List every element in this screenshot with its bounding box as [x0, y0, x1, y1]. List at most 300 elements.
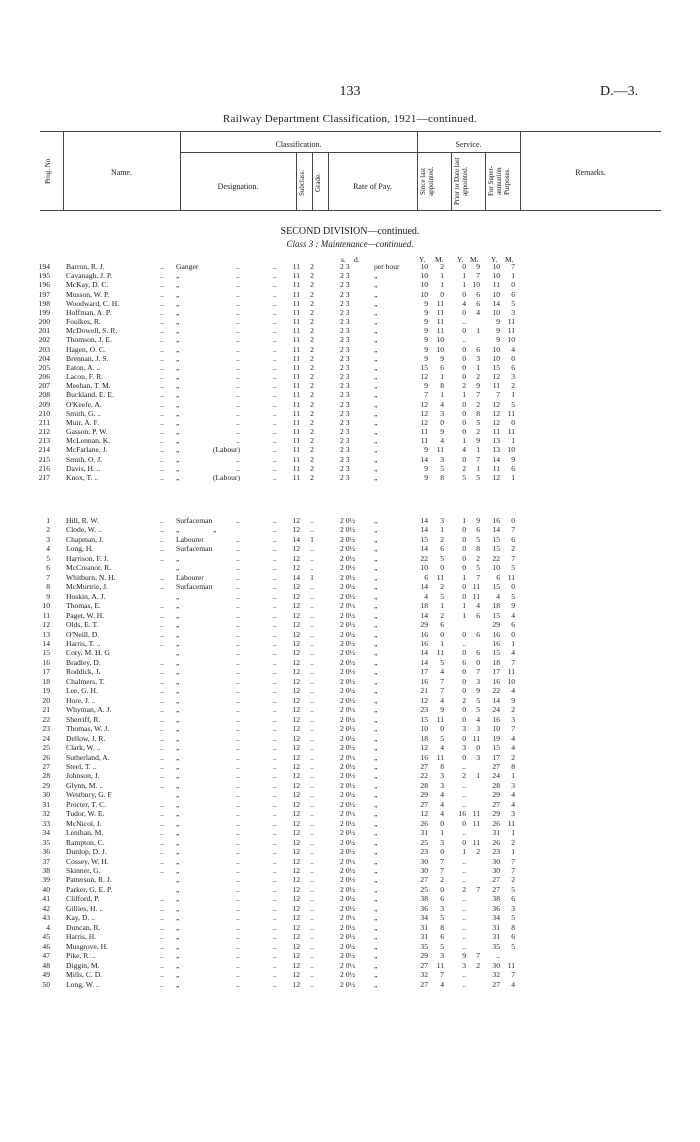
- leader-dots: ..: [236, 960, 240, 970]
- rate-unit: „: [374, 553, 378, 563]
- table-row: [0, 771, 700, 780]
- super-years: 12: [492, 408, 500, 418]
- prior-years: 5: [462, 472, 466, 482]
- super-years: ..: [496, 951, 500, 961]
- rate-unit: „: [374, 298, 378, 308]
- prior-months: 2: [476, 847, 480, 857]
- since-years: 14: [420, 657, 428, 667]
- designation: „: [176, 648, 180, 658]
- prior-years: 0: [462, 326, 466, 336]
- super-months: 1: [511, 436, 515, 446]
- leader-dots: ..: [236, 809, 240, 819]
- rate-unit: „: [374, 866, 378, 876]
- designation: „: [176, 472, 180, 482]
- header-bottom-rule: [40, 210, 661, 211]
- rate-unit: „: [374, 856, 378, 866]
- table-row: [0, 658, 700, 667]
- leader-dots: ..: [236, 941, 240, 951]
- leader-dots: ..: [236, 903, 240, 913]
- super-months: 1: [511, 472, 515, 482]
- super-years: 15: [492, 582, 500, 592]
- leader-dots: ..: [273, 362, 277, 372]
- divider-grade: [328, 152, 329, 210]
- prior-years: 16: [458, 809, 466, 819]
- designation: Ganger: [176, 262, 199, 271]
- employee-name: McKay, D. C.: [66, 280, 109, 290]
- table-row: [0, 885, 700, 894]
- prog-number: 209: [38, 399, 50, 409]
- since-years: 25: [420, 837, 428, 847]
- rate-unit: „: [374, 724, 378, 734]
- since-months: 5: [440, 463, 444, 473]
- employee-name: Smith, G. ..: [66, 408, 102, 418]
- leader-dots: ..: [273, 894, 277, 904]
- table-row: [0, 970, 700, 979]
- super-months: 2: [511, 752, 515, 762]
- super-years: 22: [492, 686, 500, 696]
- rate-unit: „: [374, 970, 378, 980]
- rate-of-pay: 2 0½: [340, 970, 356, 980]
- prog-number: 213: [38, 436, 50, 446]
- rate-of-pay: 2 0½: [340, 761, 356, 771]
- designation: „: [176, 856, 180, 866]
- leader-dots: ..: [236, 390, 240, 400]
- super-months: 3: [511, 809, 515, 819]
- leader-dots: ..: [273, 922, 277, 932]
- designation: „: [176, 922, 180, 932]
- designation: „: [176, 553, 180, 563]
- subclass: 12: [292, 553, 300, 563]
- super-months: 11: [507, 572, 515, 582]
- grade: ..: [310, 686, 314, 696]
- super-months: 4: [511, 790, 515, 800]
- since-years: 9: [424, 317, 428, 327]
- prog-number: 22: [42, 714, 50, 724]
- table-row: [0, 753, 700, 762]
- super-months: 8: [511, 761, 515, 771]
- leader-dots: ..: [273, 648, 277, 658]
- super-months: 1: [511, 390, 515, 400]
- since-years: 12: [420, 372, 428, 382]
- rate-of-pay: 2 3: [340, 399, 350, 409]
- prog-number: 34: [42, 828, 50, 838]
- rate-unit: „: [374, 362, 378, 372]
- table-row: [0, 582, 700, 591]
- prog-number: 47: [42, 951, 50, 961]
- leader-dots: ..: [273, 667, 277, 677]
- prog-number: 35: [42, 837, 50, 847]
- leader-dots: ..: [273, 686, 277, 696]
- super-months: 11: [507, 818, 515, 828]
- super-months: 5: [511, 913, 515, 923]
- prior-months: 2: [476, 960, 480, 970]
- prior-years: 2: [462, 381, 466, 391]
- rate-unit: „: [374, 427, 378, 437]
- grade: ..: [310, 733, 314, 743]
- leader-dots: ..: [273, 454, 277, 464]
- leader-dots: ..: [160, 280, 164, 290]
- header-rate-of-pay: Rate of Pay.: [353, 182, 392, 191]
- prior-years: 0: [462, 676, 466, 686]
- employee-name: Patterson, R. J.: [66, 875, 112, 885]
- header-since-last: Since last appointed.: [419, 166, 435, 196]
- since-months: 7: [440, 686, 444, 696]
- since-months: 1: [440, 390, 444, 400]
- designation: „: [176, 695, 180, 705]
- super-months: 3: [511, 903, 515, 913]
- since-years: 27: [420, 799, 428, 809]
- employee-name: Chalmers, T.: [66, 676, 105, 686]
- leader-dots: ..: [160, 922, 164, 932]
- employee-name: Hoskin, A. J.: [66, 591, 106, 601]
- rate-of-pay: 2 3: [340, 307, 350, 317]
- prior-years: 0: [462, 563, 466, 573]
- designation: „: [176, 970, 180, 980]
- leader-dots: ..: [236, 657, 240, 667]
- prog-number: 15: [42, 648, 50, 658]
- leader-dots: ..: [160, 714, 164, 724]
- super-years: 6: [496, 572, 500, 582]
- designation: „: [176, 837, 180, 847]
- prior-months: 11: [472, 818, 480, 828]
- grade: 1: [310, 572, 314, 582]
- leader-dots: ..: [273, 856, 277, 866]
- designation: „: [176, 657, 180, 667]
- leader-dots: ..: [273, 610, 277, 620]
- super-months: 6: [511, 289, 515, 299]
- rate-unit: ,,: [374, 516, 378, 525]
- since-years: 11: [420, 436, 428, 446]
- grade: ..: [310, 809, 314, 819]
- rate-unit: „: [374, 780, 378, 790]
- super-years: 29: [492, 809, 500, 819]
- rate-unit: „: [374, 629, 378, 639]
- prog-number: 8: [46, 582, 50, 592]
- rate-unit: „: [374, 752, 378, 762]
- grade: 2: [310, 262, 314, 271]
- super-months: 4: [511, 686, 515, 696]
- leader-dots: ..: [160, 970, 164, 980]
- table-row: [0, 790, 700, 799]
- leader-dots: ..: [273, 799, 277, 809]
- leader-dots: ..: [236, 828, 240, 838]
- since-months: 2: [440, 875, 444, 885]
- leader-dots: ..: [160, 667, 164, 677]
- leader-dots: ..: [273, 544, 277, 554]
- rate-of-pay: 2 0½: [340, 979, 356, 989]
- super-years: 10: [492, 724, 500, 734]
- rate-of-pay: 2 0½: [340, 809, 356, 819]
- since-months: 11: [436, 714, 444, 724]
- leader-dots: ..: [236, 591, 240, 601]
- rate-unit: „: [374, 667, 378, 677]
- designation: „: [176, 941, 180, 951]
- subclass: 12: [292, 913, 300, 923]
- employee-name: Tudor, W. E.: [66, 809, 105, 819]
- rate-of-pay: 2 0½: [340, 884, 356, 894]
- since-months: 5: [440, 657, 444, 667]
- rate-unit: „: [374, 705, 378, 715]
- super-years: 27: [492, 884, 500, 894]
- leader-dots: ..: [273, 866, 277, 876]
- unit-months-super: M.: [505, 255, 514, 264]
- employee-name: Whyman, A. J.: [66, 705, 112, 715]
- rate-unit: „: [374, 563, 378, 573]
- grade: ..: [310, 629, 314, 639]
- designation: „: [176, 454, 180, 464]
- super-months: 11: [507, 667, 515, 677]
- prior-years: 0: [462, 525, 466, 535]
- divider-designation: [296, 152, 297, 210]
- super-years: 27: [492, 799, 500, 809]
- rate-unit: „: [374, 620, 378, 630]
- designation: Labourer: [176, 572, 204, 582]
- super-months: 0: [511, 516, 515, 525]
- subclass: 12: [292, 686, 300, 696]
- super-years: 30: [492, 856, 500, 866]
- table-row: [0, 409, 700, 418]
- subclass: 12: [292, 875, 300, 885]
- rate-unit: „: [374, 733, 378, 743]
- subclass: 12: [292, 516, 300, 525]
- table-row: [0, 913, 700, 922]
- rate-of-pay: 2 0½: [340, 847, 356, 857]
- super-months: 3: [511, 714, 515, 724]
- since-years: 9: [424, 463, 428, 473]
- since-years: 15: [420, 534, 428, 544]
- rate-of-pay: 2 0½: [340, 922, 356, 932]
- grade: ..: [310, 610, 314, 620]
- since-months: 5: [440, 913, 444, 923]
- leader-dots: ..: [160, 913, 164, 923]
- leader-dots: ..: [160, 472, 164, 482]
- rate-of-pay: 2 3: [340, 427, 350, 437]
- super-years: 10: [492, 262, 500, 271]
- subclass: 12: [292, 610, 300, 620]
- grade: 2: [310, 390, 314, 400]
- super-months: 2: [511, 381, 515, 391]
- employee-name: Musgrove, H.: [66, 941, 108, 951]
- employee-name: Sutherland, A.: [66, 752, 110, 762]
- table-row: [0, 620, 700, 629]
- since-months: 1: [440, 525, 444, 535]
- designation: „: [176, 362, 180, 372]
- prior-years: 0: [462, 534, 466, 544]
- leader-dots: ..: [236, 752, 240, 762]
- since-months: 11: [436, 752, 444, 762]
- rate-of-pay: 2 3: [340, 372, 350, 382]
- super-years: 36: [492, 903, 500, 913]
- prior-months: 3: [476, 353, 480, 363]
- prior-years: 0: [462, 353, 466, 363]
- prog-number: 43: [42, 913, 50, 923]
- prior-years: 0: [462, 818, 466, 828]
- table-row: [0, 516, 700, 525]
- employee-name: O'Neill, D.: [66, 629, 100, 639]
- prior-years: ..: [462, 941, 466, 951]
- subclass: 12: [292, 761, 300, 771]
- super-years: 14: [492, 298, 500, 308]
- super-years: 23: [492, 847, 500, 857]
- employee-name: McFarlane, J.: [66, 445, 108, 455]
- prog-number: 204: [38, 353, 50, 363]
- leader-dots: ..: [236, 262, 240, 271]
- subclass: 11: [292, 417, 300, 427]
- leader-dots: ..: [160, 381, 164, 391]
- prog-number: 199: [38, 307, 50, 317]
- grade: 2: [310, 280, 314, 290]
- rate-of-pay: 2 3: [340, 289, 350, 299]
- prior-years: ..: [462, 979, 466, 989]
- super-years: 24: [492, 705, 500, 715]
- grade: 2: [310, 271, 314, 281]
- prior-years: ..: [462, 335, 466, 345]
- header-prog-no: Prog. No.: [44, 156, 52, 184]
- since-months: 5: [440, 591, 444, 601]
- leader-dots: ..: [273, 809, 277, 819]
- prior-years: 0: [462, 837, 466, 847]
- since-months: 1: [440, 638, 444, 648]
- leader-dots: ..: [273, 436, 277, 446]
- leader-dots: ..: [236, 516, 240, 525]
- super-months: 6: [511, 932, 515, 942]
- super-years: 13: [492, 436, 500, 446]
- table-row: [0, 866, 700, 875]
- super-months: 7: [511, 866, 515, 876]
- since-months: 11: [436, 648, 444, 658]
- rate-of-pay: 2 0½: [340, 582, 356, 592]
- since-years: 22: [420, 553, 428, 563]
- since-months: 7: [440, 856, 444, 866]
- rate-unit: „: [374, 884, 378, 894]
- since-years: 27: [420, 960, 428, 970]
- prior-months: 0: [476, 657, 480, 667]
- prog-number: 18: [42, 676, 50, 686]
- prog-number: 2: [46, 525, 50, 535]
- super-years: 18: [492, 657, 500, 667]
- employee-name: Long, W. ..: [66, 979, 100, 989]
- since-years: 17: [420, 667, 428, 677]
- employee-name: Cory, M. H. G: [66, 648, 110, 658]
- since-months: 9: [440, 353, 444, 363]
- leader-dots: ..: [273, 837, 277, 847]
- grade: 2: [310, 408, 314, 418]
- employee-name: Lacon, F. R.: [66, 372, 104, 382]
- since-months: 6: [440, 544, 444, 554]
- rate-of-pay: 2 0½: [340, 657, 356, 667]
- prog-number: 27: [42, 761, 50, 771]
- leader-dots: ..: [273, 951, 277, 961]
- leader-dots: ..: [273, 399, 277, 409]
- super-years: 26: [492, 818, 500, 828]
- prior-months: 6: [476, 610, 480, 620]
- prior-years: 0: [462, 648, 466, 658]
- rate-unit: „: [374, 951, 378, 961]
- employee-name: Davis, H. ..: [66, 463, 101, 473]
- designation: „: [176, 752, 180, 762]
- table-row: [0, 611, 700, 620]
- leader-dots: ..: [160, 525, 164, 535]
- super-months: 2: [511, 837, 515, 847]
- subclass: 12: [292, 620, 300, 630]
- prior-years: 0: [462, 582, 466, 592]
- table-row: [0, 544, 700, 553]
- prog-number: 45: [42, 932, 50, 942]
- designation: „: [176, 436, 180, 446]
- since-years: 9: [424, 445, 428, 455]
- since-years: 9: [424, 381, 428, 391]
- rate-of-pay: 2 3: [340, 344, 350, 354]
- designation: „: [176, 463, 180, 473]
- since-months: 0: [440, 818, 444, 828]
- subclass: 12: [292, 790, 300, 800]
- super-years: 16: [492, 638, 500, 648]
- designation: „: [176, 818, 180, 828]
- rate-of-pay: 2 0½: [340, 790, 356, 800]
- grade: ..: [310, 705, 314, 715]
- super-years: 28: [492, 780, 500, 790]
- leader-dots: ..: [160, 951, 164, 961]
- leader-dots: ..: [273, 582, 277, 592]
- prior-years: 0: [462, 307, 466, 317]
- prior-months: 5: [476, 472, 480, 482]
- grade: 2: [310, 298, 314, 308]
- leader-dots: ..: [273, 516, 277, 525]
- prior-months: 9: [476, 516, 480, 525]
- prior-years: 2: [462, 463, 466, 473]
- since-months: 4: [440, 979, 444, 989]
- prior-months: 6: [476, 289, 480, 299]
- rate-of-pay: 2 0½: [340, 828, 356, 838]
- subclass: 12: [292, 837, 300, 847]
- leader-dots: ..: [160, 372, 164, 382]
- since-months: 8: [440, 761, 444, 771]
- super-years: 26: [492, 837, 500, 847]
- subclass: 11: [292, 262, 300, 271]
- rate-of-pay: 2 0½: [340, 544, 356, 554]
- employee-name: Musson, W. P.: [66, 289, 110, 299]
- prior-months: 7: [476, 667, 480, 677]
- rate-of-pay: 2 0½: [340, 894, 356, 904]
- leader-dots: ..: [160, 752, 164, 762]
- prior-years: ..: [462, 761, 466, 771]
- document-reference: D.—3.: [600, 84, 639, 99]
- leader-dots: ..: [273, 657, 277, 667]
- rate-of-pay: 2 0½: [340, 638, 356, 648]
- prior-years: ..: [462, 317, 466, 327]
- leader-dots: ..: [273, 743, 277, 753]
- leader-dots: ..: [236, 771, 240, 781]
- leader-dots: ..: [236, 875, 240, 885]
- leader-dots: ..: [160, 307, 164, 317]
- rate-unit: „: [374, 922, 378, 932]
- super-years: 32: [492, 970, 500, 980]
- since-years: 32: [420, 970, 428, 980]
- table-row: [0, 262, 700, 271]
- subclass: 12: [292, 847, 300, 857]
- table-row: [0, 923, 700, 932]
- subclass: 11: [292, 463, 300, 473]
- designation: „: [176, 563, 180, 573]
- subclass: 11: [292, 372, 300, 382]
- designation: „: [176, 381, 180, 391]
- super-years: 10: [492, 353, 500, 363]
- subclass: 12: [292, 828, 300, 838]
- employee-name: Brennan, J. S.: [66, 353, 109, 363]
- prior-months: 2: [476, 372, 480, 382]
- employee-name: Eaton, A. ..: [66, 362, 101, 372]
- grade: ..: [310, 979, 314, 989]
